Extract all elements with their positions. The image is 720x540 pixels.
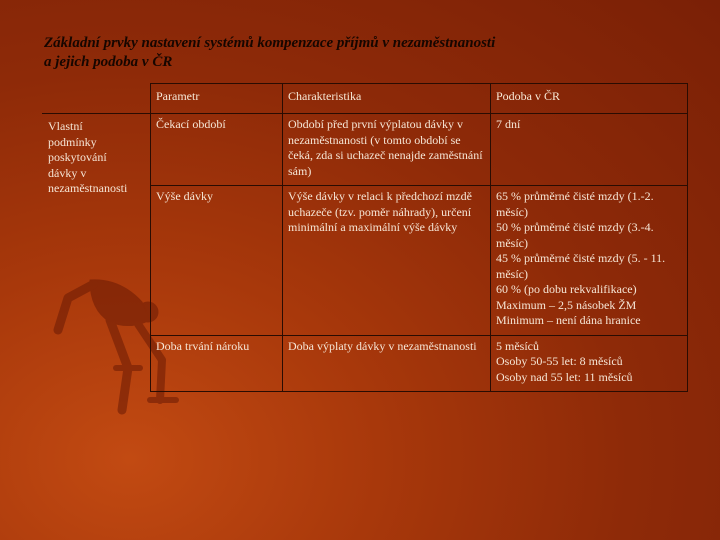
- group-label-cell: [43, 114, 151, 392]
- slide-title: [44, 34, 684, 72]
- cell-charakteristika: Výše dávky v relaci k předchozí mzdě uchazeče (tzv. poměr náhrady), určení minimální a maximální výše dávky: [283, 186, 491, 336]
- parameters-table: [42, 83, 688, 392]
- podoba-line: 50 % průměrné čisté mzdy (3.-4. měsíc): [496, 220, 654, 250]
- cell-parametr: Doba trvání nároku: [151, 335, 283, 392]
- header-charakteristika: Charakteristika: [283, 84, 491, 114]
- podoba-line: Osoby nad 55 let: 11 měsíců: [496, 369, 633, 384]
- slide-title-line-1: Základní prvky nastavení systémů kompenzace příjmů v nezaměstnanosti: [44, 35, 496, 51]
- podoba-line: Maximum – 2,5 násobek ŽM: [496, 297, 637, 312]
- cell-parametr: Čekací období: [151, 114, 283, 186]
- group-label-line: Vlastní: [48, 119, 83, 133]
- header-empty-cell: [43, 84, 151, 114]
- cell-charakteristika: Období před první výplatou dávky v nezaměstnanosti (v tomto období se čeká, zda si uchazeč nenajde zaměstnání sám): [283, 114, 491, 186]
- header-parametr: Parametr: [151, 84, 283, 114]
- podoba-line: 65 % průměrné čisté mzdy (1.-2. měsíc): [496, 189, 654, 219]
- table-header-row: [43, 84, 688, 114]
- group-label-line: nezaměstnanosti: [48, 181, 128, 195]
- podoba-line: 45 % průměrné čisté mzdy (5. - 11. měsíc): [496, 251, 666, 281]
- podoba-line: Minimum – není dána hranice: [496, 313, 641, 327]
- group-label-line: dávky v: [48, 165, 87, 180]
- cell-charakteristika: Doba výplaty dávky v nezaměstnanosti: [283, 335, 491, 392]
- podoba-line: 60 % (po dobu rekvalifikace): [496, 282, 637, 296]
- group-label-line: poskytování: [48, 150, 107, 164]
- podoba-line: 5 měsíců: [496, 338, 539, 353]
- cell-podoba: [491, 186, 688, 336]
- cell-podoba: [491, 335, 688, 392]
- cell-parametr: Výše dávky: [151, 186, 283, 336]
- podoba-line: Osoby 50-55 let: 8 měsíců: [496, 354, 623, 368]
- cell-podoba: [491, 114, 688, 186]
- group-label-line: podmínky: [48, 134, 97, 149]
- table-row: [43, 114, 688, 186]
- podoba-line: 7 dní: [496, 117, 521, 131]
- header-podoba: Podoba v ČR: [491, 84, 688, 114]
- slide-title-line-2: a jejich podoba v ČR: [44, 54, 173, 70]
